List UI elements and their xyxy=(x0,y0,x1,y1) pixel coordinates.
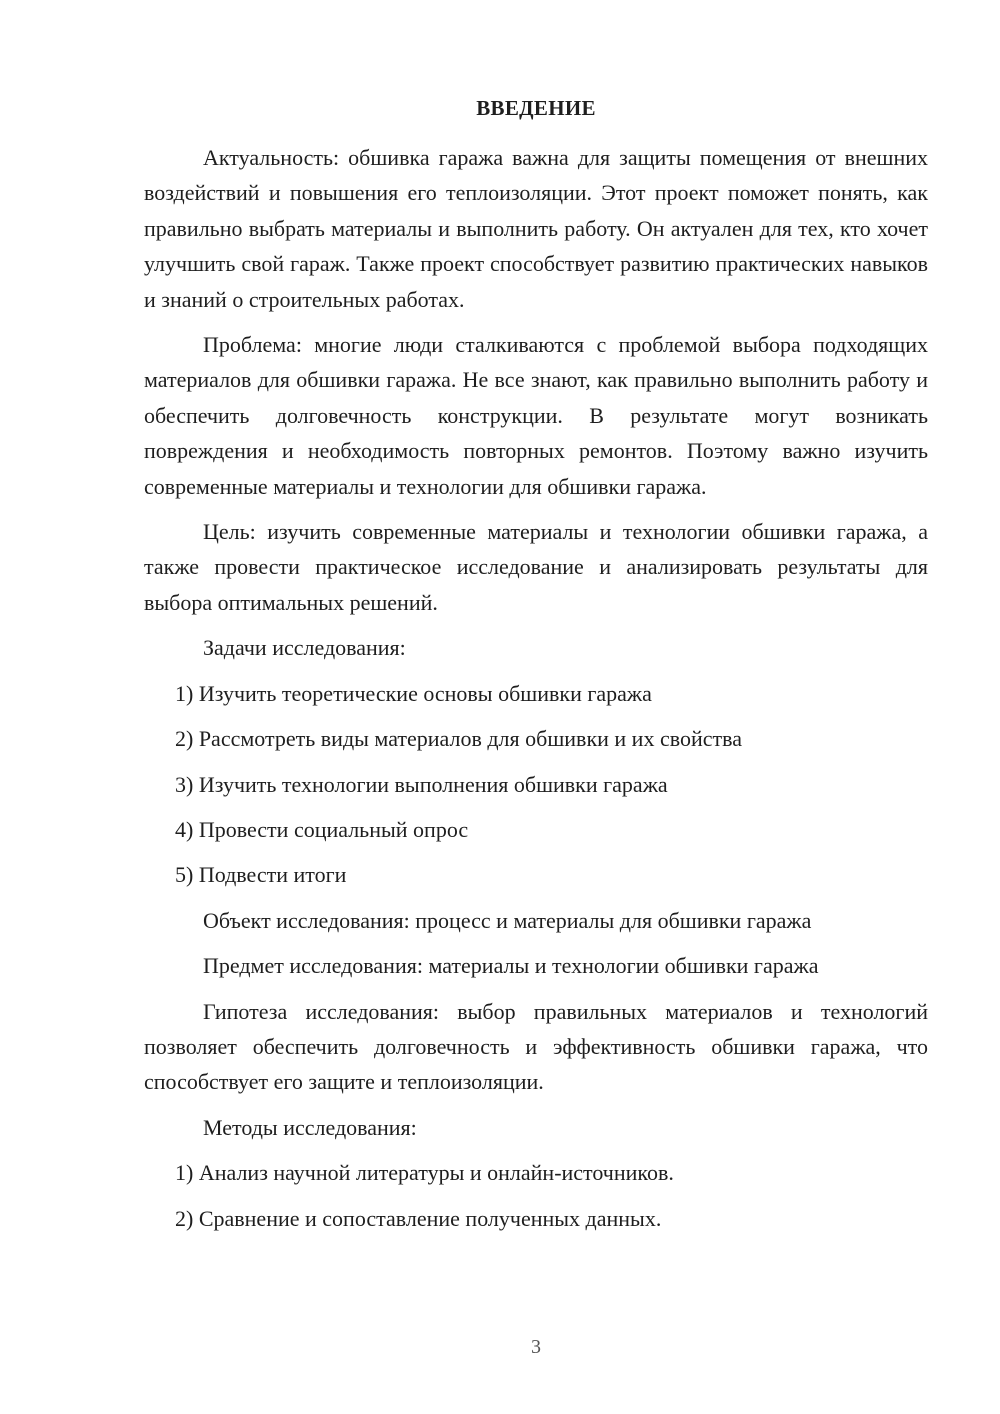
task-item: 2) Рассмотреть виды материалов для обшивки и их свойства xyxy=(175,726,742,752)
method-item: 1) Анализ научной литературы и онлайн-источников. xyxy=(175,1160,674,1186)
hypothesis-paragraph: Гипотеза исследования: выбор правильных материалов и технологий позволяет обеспечить долговечность и эффективность обшивки гаража, что способствует его защите и теплоизоляции. xyxy=(144,998,928,1095)
task-item: 4) Провести социальный опрос xyxy=(175,816,469,842)
task-item: 1) Изучить теоретические основы обшивки гаража xyxy=(175,680,652,706)
document-body xyxy=(144,140,928,1246)
page-number: 3 xyxy=(531,1336,541,1358)
relevance-paragraph: Актуальность: обшивка гаража важна для защиты помещения от внешних воздействий и повышения его теплоизоляции. Этот проект поможет понять, как правильно выбрать материалы и выполнить работу. Он актуален для тех, кто хочет улучшить свой гараж. Также проект способствует развитию практических навыков и знаний о строительных работах. xyxy=(144,145,928,312)
tasks-heading: Задачи исследования: xyxy=(203,635,406,661)
section-title: ВВЕДЕНИЕ xyxy=(476,96,596,120)
object-line: Объект исследования: процесс и материалы для обшивки гаража xyxy=(203,907,812,933)
goal-paragraph: Цель: изучить современные материалы и технологии обшивки гаража, а также провести практическое исследование и анализировать результаты для выбора оптимальных решений. xyxy=(144,519,928,615)
task-item: 3) Изучить технологии выполнения обшивки гаража xyxy=(175,771,668,797)
subject-line: Предмет исследования: материалы и технологии обшивки гаража xyxy=(203,953,819,979)
task-item: 5) Подвести итоги xyxy=(175,862,347,888)
methods-heading: Методы исследования: xyxy=(203,1114,417,1140)
method-item: 2) Сравнение и сопоставление полученных данных. xyxy=(175,1205,662,1231)
problem-paragraph: Проблема: многие люди сталкиваются с проблемой выбора подходящих материалов для обшивки гаража. Не все знают, как правильно выполнить работу и обеспечить долговечность конструкции. В результате могут возникать повреждения и необходимость повторных ремонтов. Поэтому важно изучить современные материалы и технологии для обшивки гаража. xyxy=(144,332,928,499)
